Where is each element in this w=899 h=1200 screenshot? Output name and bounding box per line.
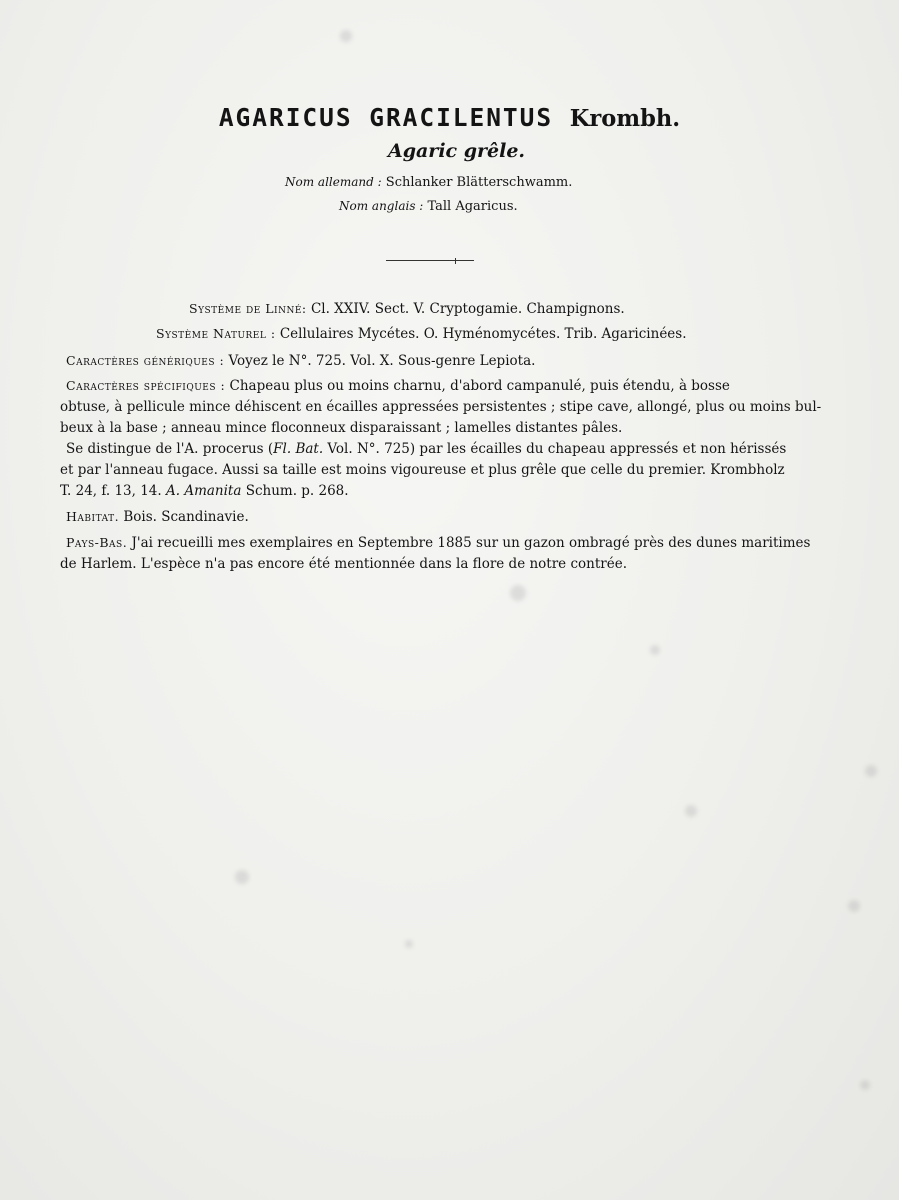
- distinction-line: [60, 481, 828, 502]
- netherlands-line: de Harlem. L'espèce n'a pas encore été mentionnée dans la flore de notre contrée.: [60, 556, 627, 572]
- specific-characters-line: [60, 375, 828, 397]
- distinction-citation: Fl. Bat.: [273, 441, 324, 457]
- distinction-text: Schum. p. 268.: [241, 483, 349, 499]
- habitat-label: Habitat.: [66, 509, 120, 524]
- title-species: AGARICUS GRACILENTUS: [218, 103, 554, 132]
- linnaean-system-line: [189, 301, 625, 317]
- linnaean-system-value: Cl. XXIV. Sect. V. Cryptogamie. Champignons.: [310, 301, 625, 317]
- specific-characters-line: beux à la base ; anneau mince floconneux disparaissant ; lamelles distantes pâles.: [60, 420, 623, 436]
- natural-system-label: Système Naturel :: [156, 326, 276, 341]
- distinction-text: Vol. N°. 725) par les écailles du chapeau appressés et non hérissés: [323, 441, 787, 457]
- habitat-line: [60, 506, 828, 528]
- german-name-value: Schlanker Blätterschwamm.: [385, 175, 573, 190]
- distinction-line: [60, 439, 828, 460]
- description-block: [60, 375, 828, 575]
- habitat-value: Bois. Scandinavie.: [123, 509, 249, 525]
- linnaean-system-label: Système de Linné:: [189, 301, 307, 316]
- natural-system-value: Cellulaires Mycétes. O. Hyménomycétes. Trib. Agaricinées.: [279, 326, 687, 342]
- netherlands-text: J'ai recueilli mes exemplaires en Septembre 1885 sur un gazon ombragé près des dunes maritimes: [131, 535, 811, 551]
- section-divider-mark: [455, 258, 456, 264]
- distinction-line: et par l'anneau fugace. Aussi sa taille est moins vigoureuse et plus grêle que celle du premier. Krombholz: [60, 462, 785, 478]
- generic-characters: [66, 350, 834, 372]
- page-title: [9, 103, 890, 132]
- paper-speck: [340, 30, 352, 42]
- german-name-line: [285, 175, 572, 190]
- specific-characters-label: Caractères spécifiques :: [66, 378, 226, 393]
- netherlands-line: [60, 532, 828, 554]
- paper-speck: [650, 645, 660, 655]
- english-name-value: Tall Agaricus.: [427, 199, 518, 214]
- paper-speck: [235, 870, 249, 884]
- specific-characters-line: obtuse, à pellicule mince déhiscent en écailles appressées persistentes ; stipe cave, allongé, plus ou moins bul-: [60, 399, 822, 415]
- paper-speck: [860, 1080, 870, 1090]
- generic-characters-value: Voyez le N°. 725. Vol. X. Sous-genre Lepiota.: [228, 353, 536, 369]
- paper-speck: [510, 585, 526, 601]
- page-subtitle: Agaric grêle.: [387, 140, 526, 162]
- netherlands-label: Pays-Bas.: [66, 535, 128, 550]
- distinction-text: Se distingue de l'A. procerus (: [66, 441, 274, 457]
- paper-speck: [865, 765, 877, 777]
- paper-speck: [405, 940, 413, 948]
- natural-system-line: [156, 326, 687, 342]
- paper-speck: [848, 900, 860, 912]
- specific-characters-text: Chapeau plus ou moins charnu, d'abord campanulé, puis étendu, à bosse: [229, 378, 730, 394]
- section-divider: [386, 260, 474, 261]
- title-author: Krombh.: [569, 105, 681, 132]
- distinction-text: T. 24, f. 13, 14.: [60, 483, 166, 499]
- distinction-citation: A. Amanita: [165, 483, 242, 499]
- german-name-label: Nom allemand :: [285, 175, 382, 189]
- english-name-label: Nom anglais :: [339, 199, 424, 213]
- generic-characters-label: Caractères génériques :: [66, 353, 225, 368]
- paper-speck: [685, 805, 697, 817]
- english-name-line: [339, 199, 518, 214]
